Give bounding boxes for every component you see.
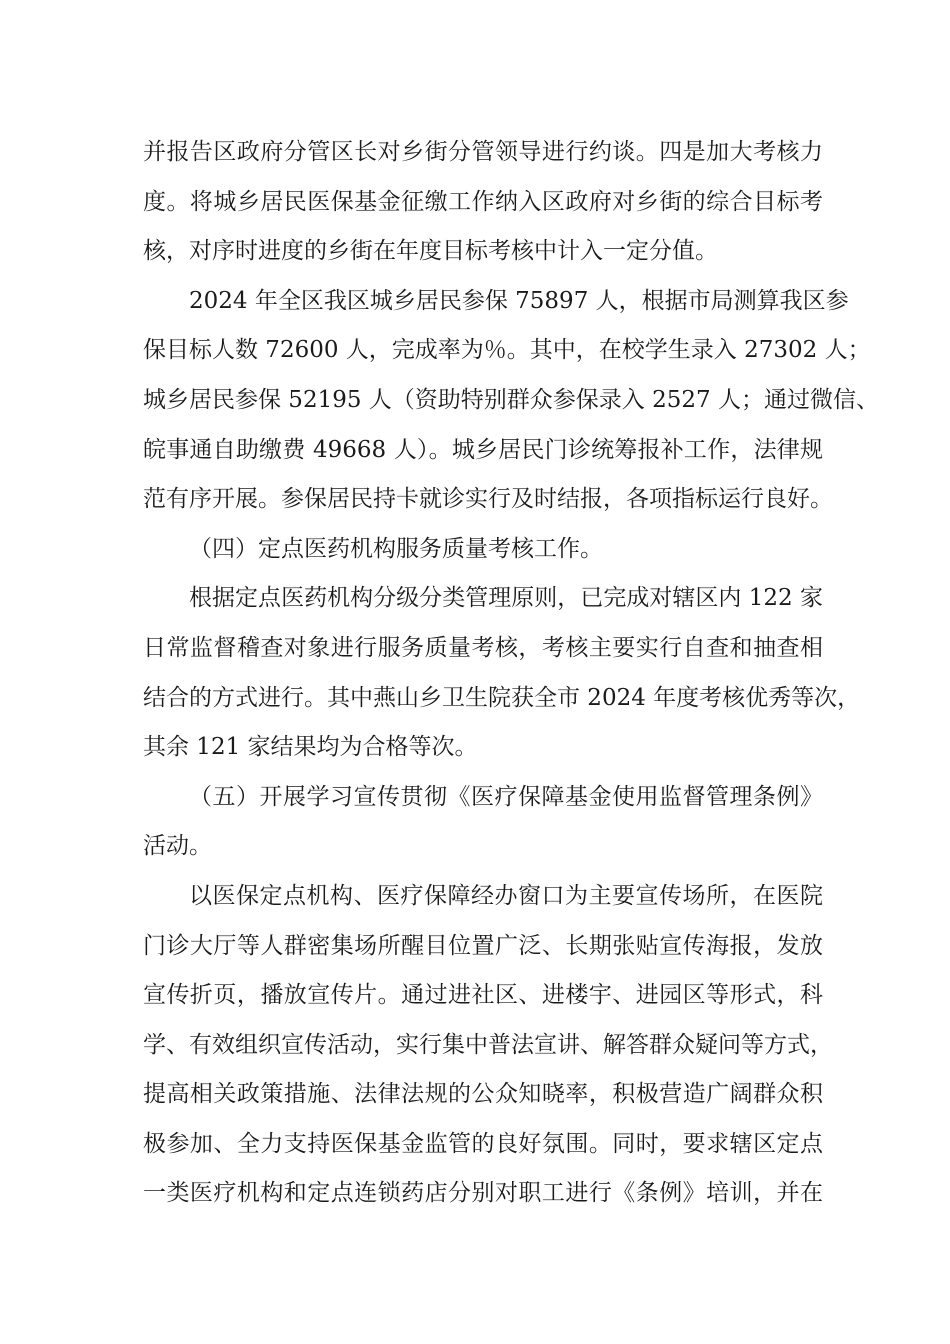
paragraph-line: 2024 年全区我区城乡居民参保 75897 人，根据市局测算我区参 — [189, 287, 849, 314]
paragraph-line: 结合的方式进行。其中燕山乡卫生院获全市 2024 年度考核优秀等次， — [143, 684, 861, 711]
section-heading-continuation: 活动。 — [143, 833, 212, 860]
paragraph-line: 提高相关政策措施、法律法规的公众知晓率，积极营造广阔群众积 — [143, 1081, 823, 1108]
paragraph-line: 宣传折页，播放宣传片。通过进社区、进楼宇、进园区等形式，科 — [143, 982, 823, 1009]
paragraph-line: 城乡居民参保 52195 人（资助特别群众参保录入 2527 人；通过微信、 — [143, 386, 879, 413]
section-heading: （五）开展学习宣传贯彻《医疗保障基金使用监督管理条例》 — [189, 783, 823, 810]
paragraph-line: 范有序开展。参保居民持卡就诊实行及时结报，各项指标运行良好。 — [143, 486, 833, 513]
paragraph-line: 学、有效组织宣传活动，实行集中普法宣讲、解答群众疑问等方式， — [143, 1031, 833, 1058]
section-heading: （四）定点医药机构服务质量考核工作。 — [189, 535, 603, 562]
paragraph-line: 核，对序时进度的乡街在年度目标考核中计入一定分值。 — [143, 238, 718, 265]
paragraph-line: 根据定点医药机构分级分类管理原则，已完成对辖区内 122 家 — [189, 585, 823, 612]
paragraph-line: 保目标人数 72600 人，完成率为％。其中，在校学生录入 27302 人； — [143, 337, 871, 364]
paragraph-line: 皖事通自助缴费 49668 人）。城乡居民门诊统筹报补工作，法律规 — [143, 436, 823, 463]
paragraph-line: 一类医疗机构和定点连锁药店分别对职工进行《条例》培训，并在 — [143, 1180, 823, 1207]
paragraph-line: 其余 121 家结果均为合格等次。 — [143, 734, 478, 761]
paragraph-line: 度。将城乡居民医保基金征缴工作纳入区政府对乡街的综合目标考 — [143, 188, 823, 215]
paragraph-line: 门诊大厅等人群密集场所醒目位置广泛、长期张贴宣传海报，发放 — [143, 932, 823, 959]
document-body — [143, 128, 879, 1219]
paragraph-line: 并报告区政府分管区长对乡街分管领导进行约谈。四是加大考核力 — [143, 139, 823, 165]
paragraph-line: 以医保定点机构、医疗保障经办窗口为主要宣传场所，在医院 — [189, 882, 823, 909]
paragraph-line: 极参加、全力支持医保基金监管的良好氛围。同时，要求辖区定点 — [143, 1130, 823, 1157]
paragraph-line: 日常监督稽查对象进行服务质量考核，考核主要实行自查和抽查相 — [143, 634, 823, 661]
